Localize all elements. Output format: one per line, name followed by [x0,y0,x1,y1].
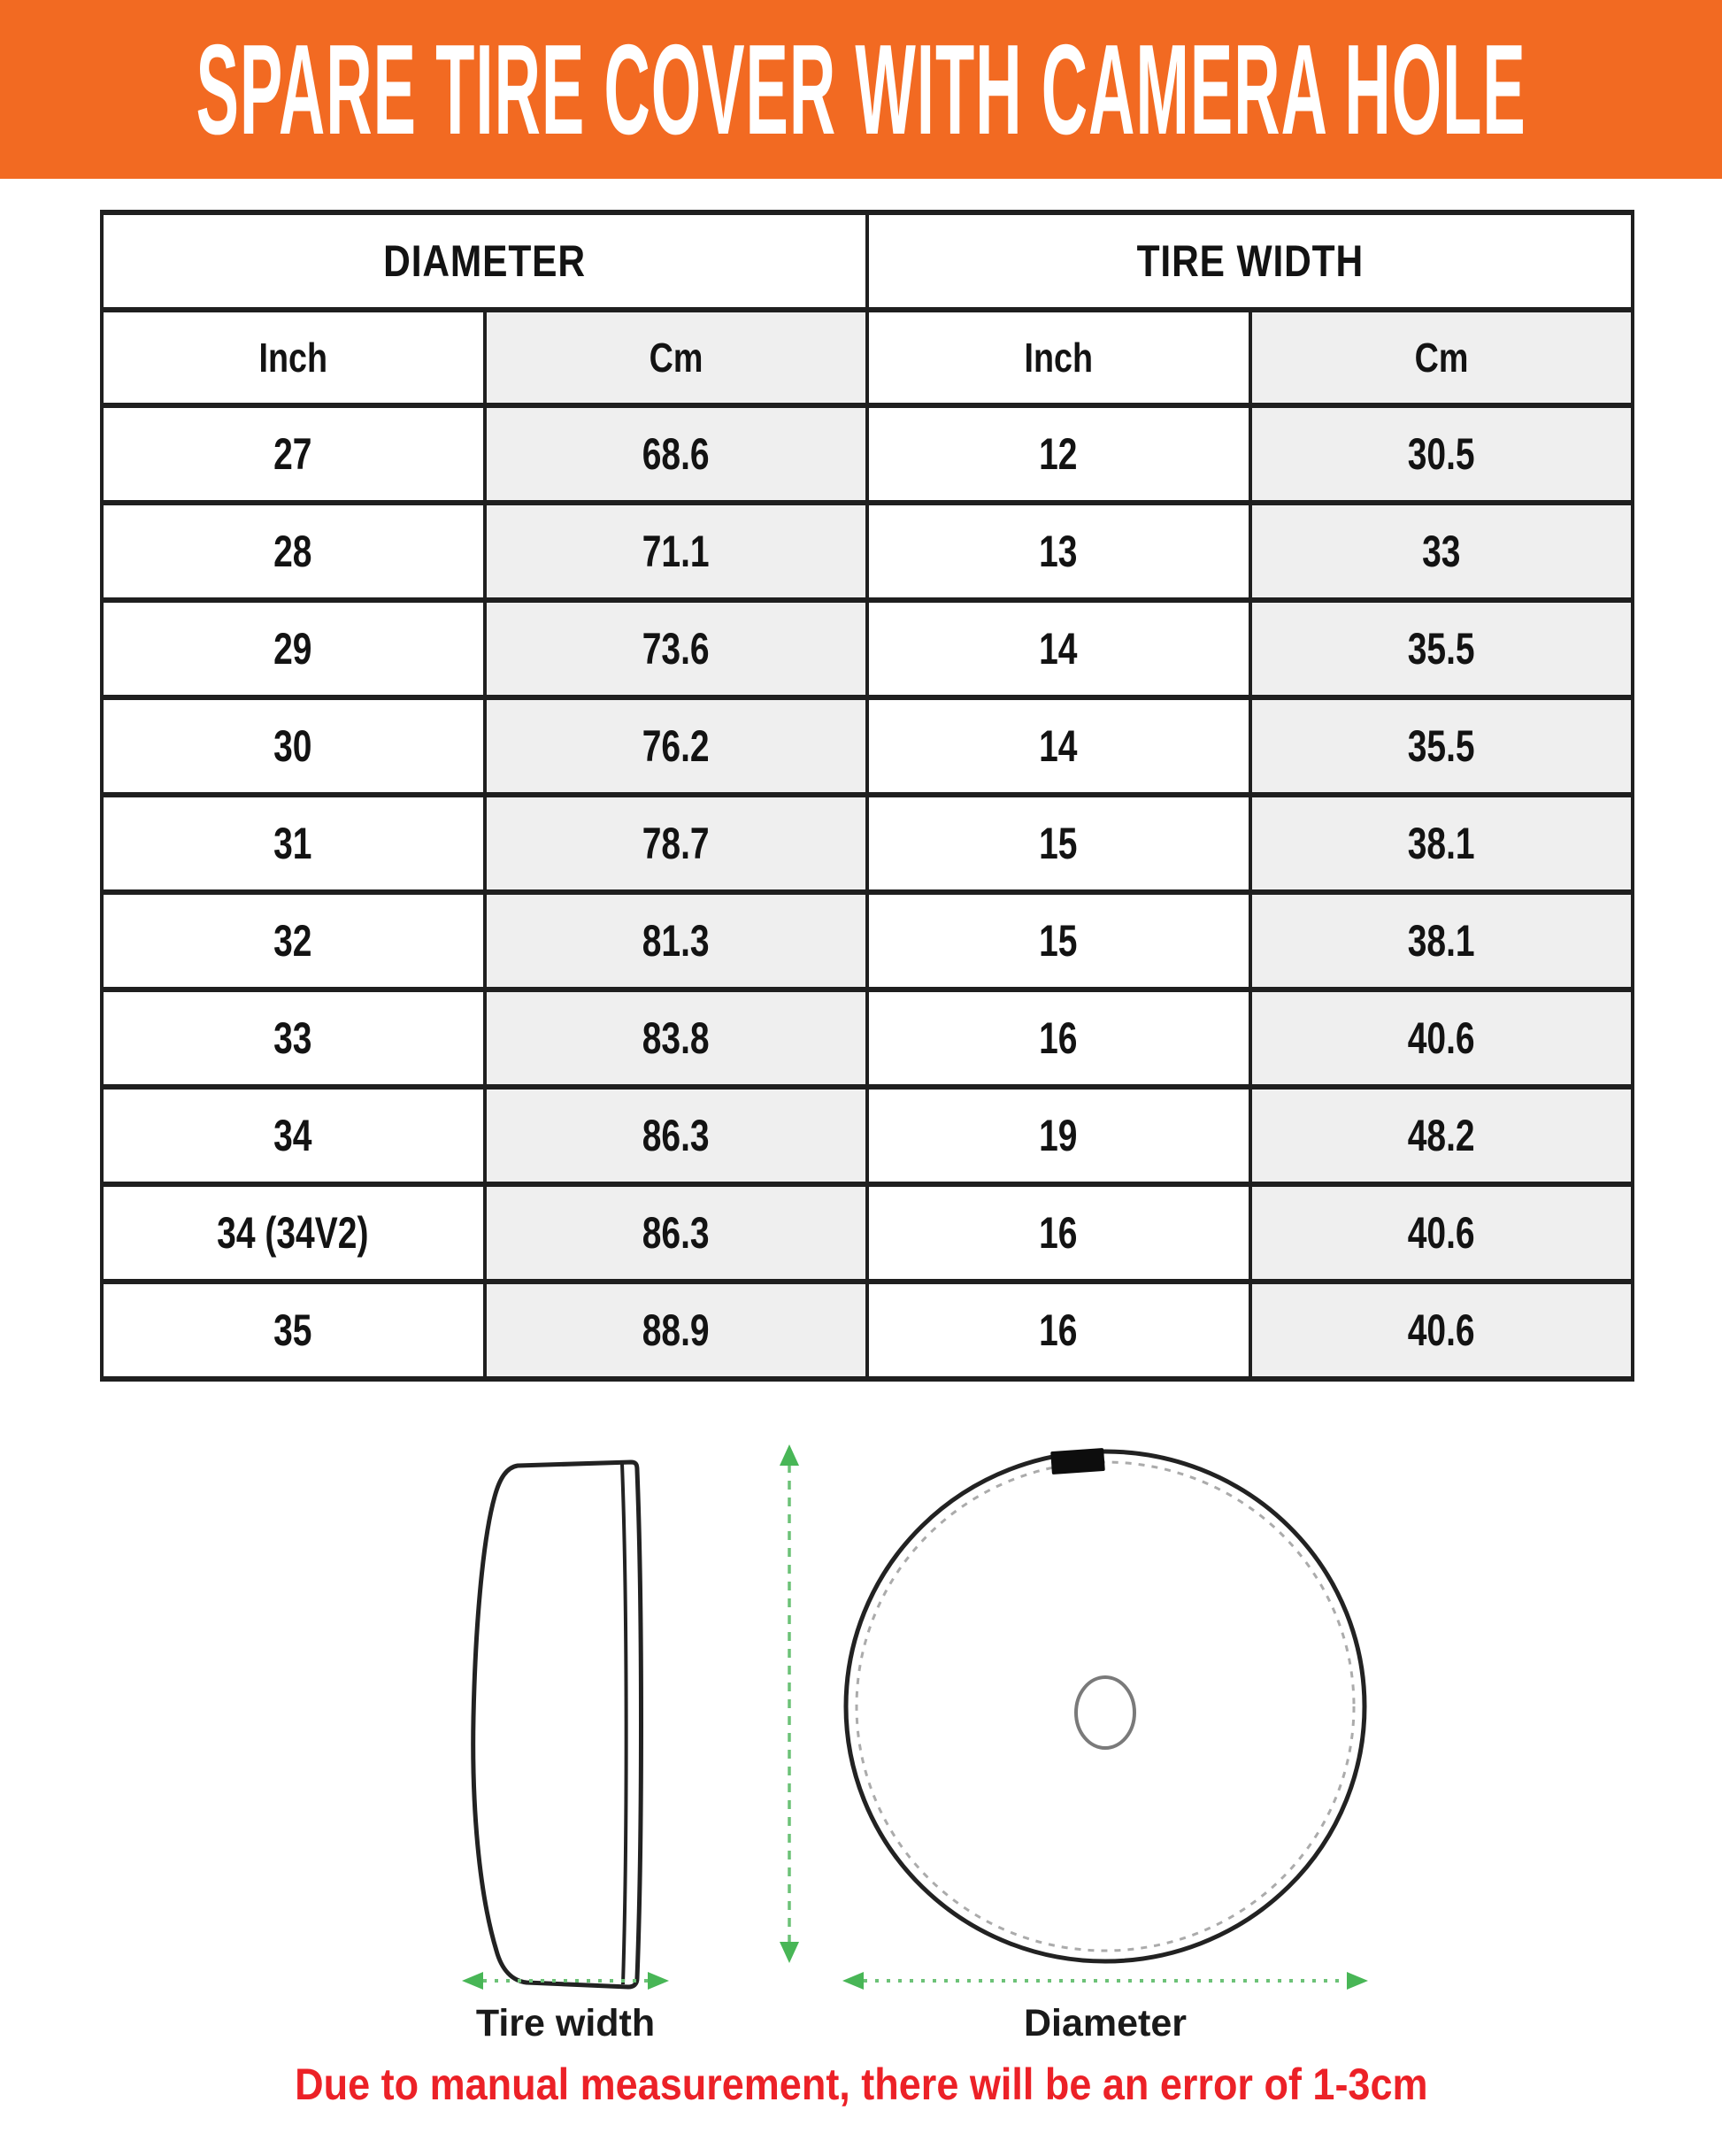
diameter-inch-cell: 34 [102,1087,485,1184]
diameter-label: Diameter [1023,2002,1188,2044]
tirewidth-inch-cell: 12 [867,405,1250,503]
table-row [102,1087,1633,1184]
tirewidth-cm-cell: 38.1 [1250,795,1634,892]
tirewidth-cm-cell: 35.5 [1250,600,1634,697]
tire-width-group-header: TIRE WIDTH [867,212,1633,310]
tire-front-view-drawing [841,1447,1370,1966]
tirewidth-inch-cell: 16 [867,1184,1250,1282]
vertical-diameter-arrow-icon [775,1443,803,1965]
camera-hole [1076,1677,1134,1748]
tirewidth-inch-cell: 16 [867,1282,1250,1379]
group-header-row [102,212,1633,310]
page-title: SPARE TIRE COVER WITH CAMERA HOLE [196,17,1526,161]
diameter-cm-cell: 86.3 [485,1184,868,1282]
diameter-cm-cell: 83.8 [485,989,868,1087]
tirewidth-cm-cell: 35.5 [1250,697,1634,795]
tirewidth-inch-cell: 15 [867,892,1250,989]
diameter-cm-cell: 73.6 [485,600,868,697]
table-row [102,795,1633,892]
diameter-inch-cell: 29 [102,600,485,697]
table-row [102,1282,1633,1379]
diameter-cm-cell: 88.9 [485,1282,868,1379]
diameter-cm-cell: 71.1 [485,503,868,600]
tirewidth-inch-cell: 15 [867,795,1250,892]
table-row [102,600,1633,697]
tirewidth-cm-cell: 48.2 [1250,1087,1634,1184]
diameter-cm-cell: 76.2 [485,697,868,795]
tirewidth-inch-cell: 14 [867,697,1250,795]
tire-width-label: Tire width [475,2002,656,2044]
measurement-disclaimer: Due to manual measurement, there will be an error of 1-3cm [294,2060,1428,2109]
diameter-inch-cell: 32 [102,892,485,989]
tirewidth-inch-header: Inch [867,310,1250,405]
diameter-cm-cell: 78.7 [485,795,868,892]
diameter-inch-cell: 35 [102,1282,485,1379]
table-row [102,1184,1633,1282]
table-row [102,989,1633,1087]
top-marker [1050,1448,1105,1475]
diameter-group-header: DIAMETER [102,212,867,310]
table-row [102,892,1633,989]
diameter-inch-cell: 27 [102,405,485,503]
banner [0,0,1722,179]
diameter-cm-cell: 81.3 [485,892,868,989]
unit-header-row [102,310,1633,405]
tirewidth-cm-cell: 38.1 [1250,892,1634,989]
tirewidth-inch-cell: 14 [867,600,1250,697]
table-row [102,405,1633,503]
tirewidth-cm-cell: 40.6 [1250,1184,1634,1282]
diameter-inch-header: Inch [102,310,485,405]
diameter-inch-cell: 33 [102,989,485,1087]
diameter-cm-cell: 86.3 [485,1087,868,1184]
table-row [102,503,1633,600]
tire-width-arrow-icon [460,1968,671,1993]
tirewidth-inch-cell: 16 [867,989,1250,1087]
size-chart-table [100,210,1634,1382]
tirewidth-cm-cell: 30.5 [1250,405,1634,503]
diameter-inch-cell: 30 [102,697,485,795]
diameter-inch-cell: 28 [102,503,485,600]
table-row [102,697,1633,795]
tirewidth-cm-cell: 40.6 [1250,989,1634,1087]
diameter-inch-cell: 34 (34V2) [102,1184,485,1282]
tire-side-view-drawing [463,1454,659,1996]
tirewidth-inch-cell: 13 [867,503,1250,600]
diameter-cm-cell: 68.6 [485,405,868,503]
tirewidth-cm-header: Cm [1250,310,1634,405]
tirewidth-cm-cell: 33 [1250,503,1634,600]
tirewidth-cm-cell: 40.6 [1250,1282,1634,1379]
diameter-cm-header: Cm [485,310,868,405]
diameter-arrow-icon [841,1968,1370,1993]
diameter-inch-cell: 31 [102,795,485,892]
tirewidth-inch-cell: 19 [867,1087,1250,1184]
